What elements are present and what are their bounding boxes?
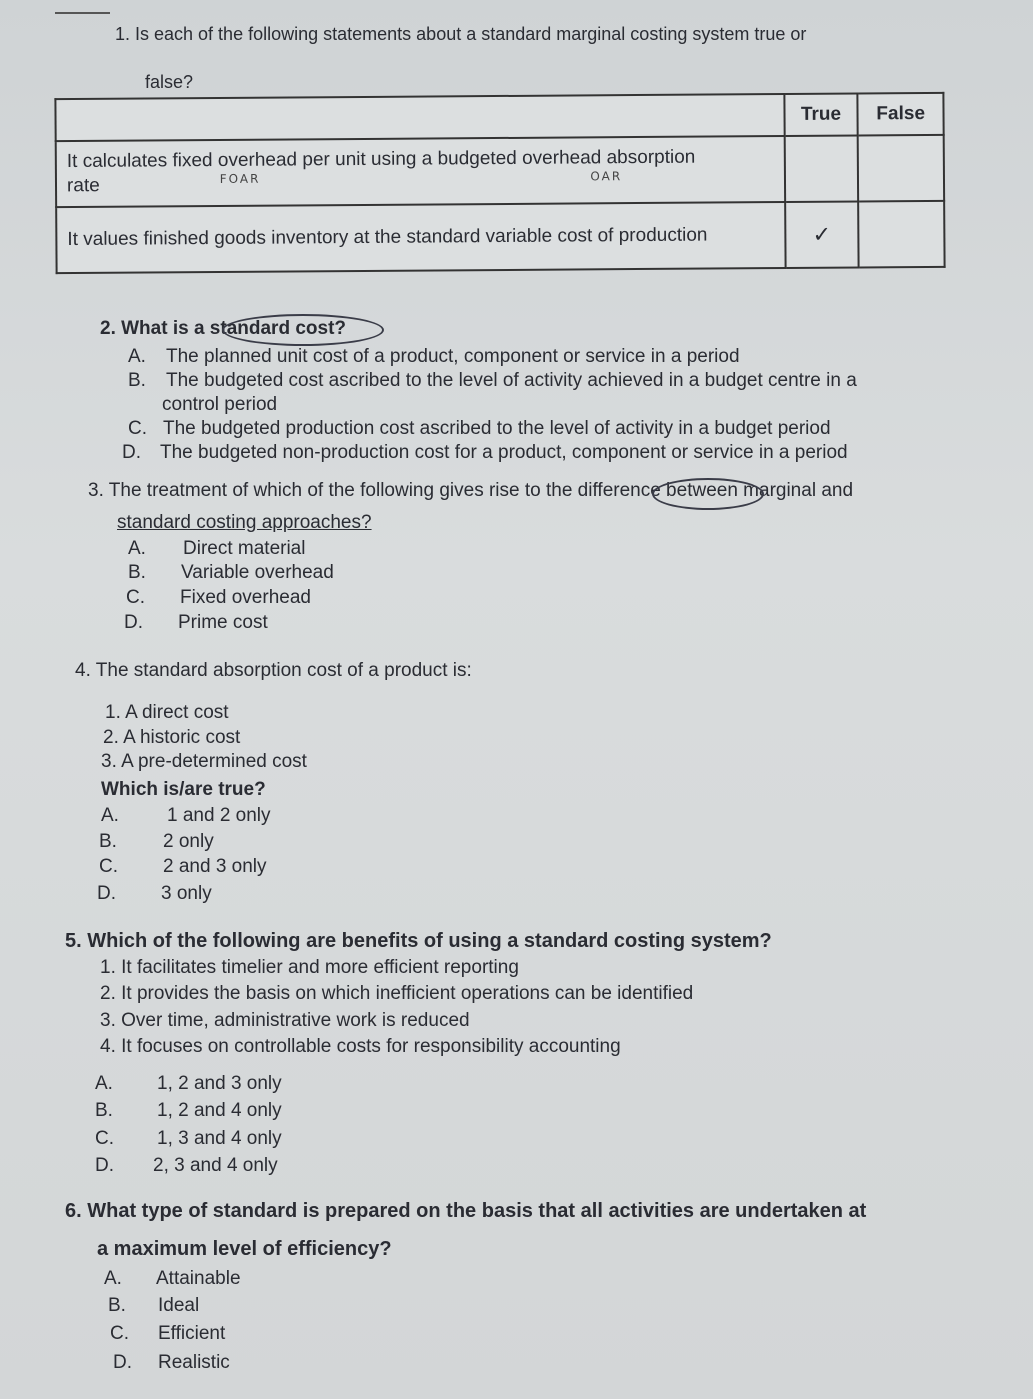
header-false: False: [858, 93, 944, 136]
q6-option-a[interactable]: A. Attainable: [104, 1268, 241, 1289]
header-statement: [55, 94, 784, 141]
row2-true-checkmark[interactable]: ✓: [785, 201, 859, 268]
q2-option-c[interactable]: C. The budgeted production cost ascribed to the level of activity in a budget period: [128, 418, 831, 439]
q4-item-2: 2. A historic cost: [103, 727, 241, 748]
header-true: True: [784, 94, 858, 137]
q2-option-a[interactable]: A. The planned unit cost of a product, component or service in a period: [128, 346, 740, 367]
true-false-table: [54, 92, 945, 274]
q5-question: 5. Which of the following are benefits of using a standard costing system?: [65, 930, 772, 952]
q6-option-d[interactable]: D. Realistic: [113, 1352, 230, 1373]
q1-text-line2: false?: [145, 72, 194, 92]
q3-option-a[interactable]: A. Direct material: [128, 538, 306, 559]
row2-false-cell[interactable]: [858, 201, 944, 268]
q4-item-3: 3. A pre-determined cost: [101, 751, 307, 772]
q5-item-1: 1. It facilitates timelier and more efficient reporting: [100, 957, 519, 978]
q5-item-3: 3. Over time, administrative work is reduced: [100, 1010, 470, 1031]
q2-question: 2. What is a standard cost?: [100, 318, 346, 339]
q2-option-b[interactable]: B. The budgeted cost ascribed to the level of activity achieved in a budget centre in a: [128, 370, 857, 391]
row1-true-cell[interactable]: [784, 135, 858, 202]
q4-option-c[interactable]: C. 2 and 3 only: [99, 856, 267, 877]
q1-text-line1: 1. Is each of the following statements about a standard marginal costing system true or: [115, 24, 807, 44]
q3-question-line1: 3. The treatment of which of the following gives rise to the difference between marginal and: [88, 480, 854, 501]
q5-item-2: 2. It provides the basis on which inefficient operations can be identified: [100, 983, 694, 1004]
q6-question-line2: a maximum level of efficiency?: [97, 1238, 392, 1260]
pen-circle: [222, 314, 384, 346]
q4-question: 4. The standard absorption cost of a product is:: [75, 660, 472, 681]
q2-option-d[interactable]: D. The budgeted non-production cost for a product, component or service in a period: [122, 442, 848, 463]
q3-option-d[interactable]: D. Prime cost: [124, 612, 268, 633]
q3-question-line2: standard costing approaches?: [117, 512, 372, 533]
q4-item-1: 1. A direct cost: [105, 702, 229, 723]
q6-question-line1: 6. What type of standard is prepared on the basis that all activities are undertaken at: [65, 1200, 867, 1222]
q2-option-b-cont: control period: [162, 394, 278, 415]
q5-item-4: 4. It focuses on controllable costs for responsibility accounting: [100, 1036, 621, 1057]
q6-option-c[interactable]: C. Efficient: [110, 1323, 226, 1344]
handwritten-oar: OAR: [590, 168, 623, 184]
q5-option-d[interactable]: D. 2, 3 and 4 only: [95, 1155, 278, 1176]
q4-option-a[interactable]: A. 1 and 2 only: [101, 805, 271, 826]
row1-false-cell[interactable]: [858, 135, 944, 202]
pen-mark: [55, 12, 110, 14]
q3-option-b[interactable]: B. Variable overhead: [128, 562, 334, 583]
row2-statement: It values finished goods inventory at the standard variable cost of production: [56, 202, 785, 273]
row1-statement-cell: [56, 136, 785, 207]
q3-option-c-selected[interactable]: C. Fixed overhead: [126, 587, 311, 608]
q4-option-b[interactable]: B. 2 only: [99, 831, 214, 852]
q6-option-b[interactable]: B. Ideal: [108, 1295, 200, 1316]
handwritten-foar: FOAR: [219, 171, 261, 186]
q5-option-b[interactable]: B. 1, 2 and 4 only: [95, 1100, 282, 1121]
row1-statement: It calculates fixed overhead per unit using a budgeted overhead absorption rate: [66, 146, 696, 197]
q4-prompt: Which is/are true?: [101, 779, 266, 800]
q4-option-d[interactable]: D. 3 only: [97, 883, 212, 904]
q5-option-a[interactable]: A. 1, 2 and 3 only: [95, 1073, 282, 1094]
q5-option-c[interactable]: C. 1, 3 and 4 only: [95, 1128, 282, 1149]
pen-circle: [652, 478, 764, 510]
